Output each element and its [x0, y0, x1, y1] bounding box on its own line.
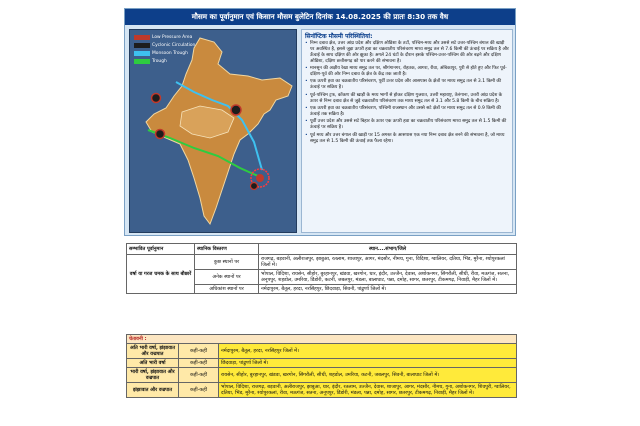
forecast-header-row [127, 244, 517, 255]
synoptic-paragraph: • एक ऊपरी हवा का चक्रवातीय परिसंचरण, पूर्वी उत्तर प्रदेश और आसपास के क्षेत्रों पर माध्य समुद्र तल से 3.1 किमी की ऊंचाई पर सक्रिय है। [305, 79, 509, 91]
legend-swatch [134, 35, 150, 40]
warning-event: झंझावात और वज्रपात [127, 383, 179, 398]
warning-areas: भोपाल, विदिशा, राजगढ़, बड़वानी, अलीराजपुर, झाबुआ, धार, इंदौर, रतलाम, उज्जैन, देवास, शाजापुर, आगर, मंदसौर, नीमच, गुना, अशोकनगर, शिवपुरी, ग्वालियर, दतिया, भिंड, मुरैना, श्योपुरकलां, रीवा, मऊगंज, सतना, अनूपपुर, डिंडोरी, मंडला, पन्ना, दमोह, सागर, छतरपुर, टीकमगढ़, निवाड़ी, मैहर जिलों में। [219, 383, 517, 398]
synoptic-map [129, 29, 297, 233]
forecast-extent: अनेक स्थानों पर [195, 270, 259, 285]
warning-areas: रायसेन, सीहोर, बुरहानपुर, खंडवा, खरगोन, सिंगरौली, सीधी, शहडोल, उमरिया, कटनी, जबलपुर, सिवनी, बालाघाट जिलों में। [219, 368, 517, 383]
warning-event: अति भारी वर्षा, झंझावात और वज्रपात [127, 344, 179, 359]
forecast-areas: भोपाल, विदिशा, रायसेन, सीहोर, बुरहानपुर, खंडवा, खरगोन, धार, इंदौर, उज्जैन, देवास, अशोकनगर, सिंगरौली, सीधी, रीवा, मऊगंज, सतना, अनूपपुर, शहडोल, उमरिया, डिंडोरी, कटनी, जबलपुर, मंडला, बालाघाट, पन्ना, दमोह, सागर, छतरपुर, टीकमगढ़, निवाड़ी, मैहर जिलों में। [259, 270, 517, 285]
legend-label: Trough [152, 59, 167, 64]
cyclonic-circulation-marker [251, 183, 258, 190]
warning-extent: कहीं-कहीं [179, 359, 219, 368]
warning-row [127, 344, 517, 359]
warnings-header: चेतावनी : [127, 335, 517, 344]
warning-areas: नर्मदापुरम, बैतूल, हरदा, नरसिंहपुर जिलों में। [219, 344, 517, 359]
forecast-row [127, 255, 517, 270]
forecast-table [126, 243, 517, 294]
synoptic-conditions-box [301, 29, 513, 233]
forecast-category: वर्षा या गरज चमक के साथ बौछारें [127, 255, 195, 294]
header-places: स्थान....संभाग/जिले [259, 244, 517, 255]
warning-extent: कहीं-कहीं [179, 368, 219, 383]
forecast-areas: नर्मदापुरम, बैतूल, हरदा, नरसिंहपुर, छिंदवाड़ा, सिवनी, पांढुर्णा जिलों में। [259, 285, 517, 294]
legend-label: Cyclonic Circulation [152, 43, 196, 48]
synoptic-paragraph: • एक ऊपरी हवा का चक्रवातीय परिसंचरण, पश्चिमी राजस्थान और उससे सटे क्षेत्रों पर माध्य समुद्र तल से 0.9 किमी की ऊंचाई तक सक्रिय है। [305, 106, 509, 118]
cyclonic-circulation-marker [156, 130, 165, 139]
legend-swatch [134, 51, 150, 56]
warning-row [127, 383, 517, 398]
cyclonic-circulation-marker [231, 105, 241, 115]
legend-label: Low Pressure Area [152, 35, 193, 40]
synoptic-paragraph: • पूर्वी उत्तर प्रदेश और उससे सटे बिहार के ऊपर एक ऊपरी हवा का चक्रवातीय परिसंचरण माध्य समुद्र तल से 1.5 किमी की ऊंचाई पर सक्रिय है। [305, 119, 509, 131]
header-extent: स्थानिक विस्तरण [195, 244, 259, 255]
warning-areas: छिंदवाड़ा, पांढुर्णा जिलों में। [219, 359, 517, 368]
synoptic-paragraph: • पूर्व मध्य और उत्तर बंगाल की खाड़ी पर 15 अगस्त के आसपास एक नया निम्न दबाव क्षेत्र बनने की संभावना है, जो माध्य समुद्र तल से 1.5 किमी की ऊंचाई तक फैला रहेगा। [305, 133, 509, 145]
warning-extent: कहीं-कहीं [179, 344, 219, 359]
legend-swatch [134, 59, 150, 64]
warnings-header-row [127, 335, 517, 344]
synoptic-paragraph: • पूर्व-पश्चिम ट्रफ, कोंकण की खाड़ी के मध्य भागों से होकर दक्षिण गुजरात, उत्तरी महाराष्ट्र, तेलंगाना, उत्तरी आंध्र प्रदेश के ऊपर से निम्न दबाव क्षेत्र से जुड़े चक्रवातीय परिसंचरण तक माध्य समुद्र तल से 3.1 और 5.8 किमी के बीच सक्रिय है। [305, 93, 509, 105]
legend-item [134, 50, 208, 57]
header-forecast: सम्भावित पूर्वानुमान [127, 244, 195, 255]
map-legend [134, 34, 208, 66]
forecast-areas: राजगढ़, बड़वानी, अलीराजपुर, झाबुआ, रतलाम, शाजापुर, आगर, मंदसौर, नीमच, गुना, विदिशा, ग्वालियर, दतिया, भिंड, मुरैना, श्योपुरकलां जिलों में। [259, 255, 517, 270]
forecast-extent: कुछ स्थानों पर [195, 255, 259, 270]
synoptic-paragraph: • मानसून की अक्षीय रेखा माध्य समुद्र तल पर, श्रीगंगानगर, रोहतक, आगरा, रीवा, अंबिकापुर, पुरी से होते हुए और फिर पूर्व-दक्षिण-पूर्व की ओर निम्न दबाव के क्षेत्र के केंद्र तक जाती है। [305, 66, 509, 78]
bulletin-title: मौसम का पूर्वानुमान एवं किसान मौसम बुलेटिन दिनांक 14.08.2025 की प्रातः 8:30 तक वैध [125, 9, 515, 25]
warning-row [127, 359, 517, 368]
warning-event: भारी वर्षा, झंझावात और वज्रपात [127, 368, 179, 383]
legend-label: Monsoon Trough [152, 51, 188, 56]
legend-item [134, 34, 208, 41]
weather-bulletin-panel [124, 8, 516, 236]
legend-item [134, 42, 208, 49]
cyclonic-circulation-marker [152, 94, 161, 103]
forecast-extent: अधिकांश स्थानों पर [195, 285, 259, 294]
low-pressure-center [256, 174, 264, 182]
legend-item [134, 58, 208, 65]
synoptic-paragraph: • निम्न दबाव क्षेत्र, उत्तर आंध्र प्रदेश और दक्षिण ओडिशा के तटों, पश्चिम-मध्य और उससे सटे उत्तर-पश्चिम बंगाल की खाड़ी पर अवस्थित है, इससे जुड़ा ऊपरी हवा का चक्रवातीय परिसंचरण माध्य समुद्र तल से 7.6 किमी की ऊंचाई पर सक्रिय है और ऊँचाई के साथ दक्षिण की ओर झुका है। अगले 24 घंटों के दौरान इसके पश्चिम-उत्तर-पश्चिम की ओर बढ़ने और दक्षिण ओडिशा, दक्षिण छत्तीसगढ़ को पार करने की संभावना है। [305, 41, 509, 65]
legend-swatch [134, 43, 150, 48]
synoptic-heading: सिनॉप्टिक मौसमी परिस्थितियां: [305, 33, 373, 40]
warning-row [127, 368, 517, 383]
warning-extent: कहीं-कहीं [179, 383, 219, 398]
warnings-table [126, 334, 517, 398]
warning-event: अति भारी वर्षा [127, 359, 179, 368]
